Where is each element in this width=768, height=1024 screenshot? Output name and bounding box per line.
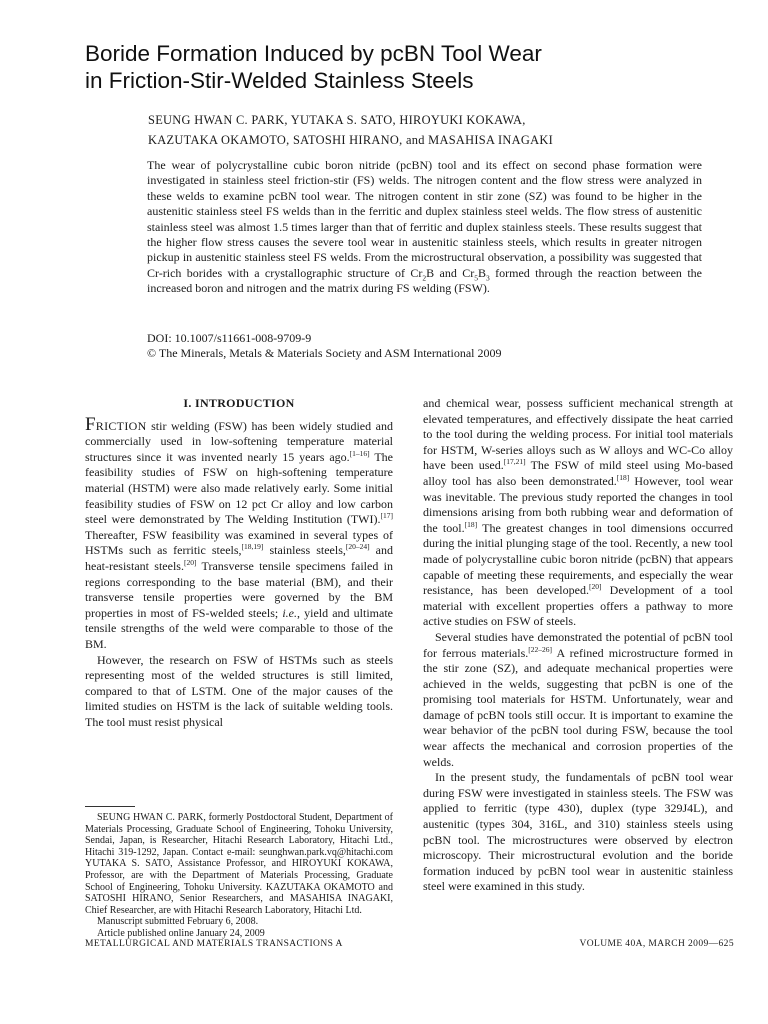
footnote-submitted: Manuscript submitted February 6, 2008.: [97, 916, 259, 928]
doi-link[interactable]: DOI: 10.1007/s11661-008-9709-9: [147, 331, 312, 345]
paragraph-text: Thereafter, FSW feasibility was examined in several types of HSTMs such as ferritic steels,: [85, 527, 393, 558]
drop-cap: F: [85, 413, 96, 435]
intro-paragraph-4: [423, 630, 733, 770]
right-column: [423, 396, 733, 895]
citation-ref[interactable]: [1–16]: [349, 448, 370, 458]
left-column: [85, 396, 393, 730]
citation-ref[interactable]: [20]: [183, 557, 197, 567]
paragraph-text: The FSW of mild steel using Mo-based alloy tool has also been demonstrated.: [423, 458, 733, 488]
copyright-notice: © The Minerals, Metals & Materials Society and ASM International 2009: [147, 346, 502, 360]
intro-paragraph-2: However, the research on FSW of HSTMs such as steels representing most of the welded structures is still limited, compared to that of LSTM. One of the major causes of the limited studies on HSTM is the lack of suitable welding tools. The tool must resist physical: [85, 652, 393, 729]
citation-ref[interactable]: [18,19]: [241, 542, 264, 552]
footnote-published: Article published online January 24, 2009: [97, 927, 265, 939]
title-line-1: Boride Formation Induced by pcBN Tool Wear: [85, 41, 542, 66]
citation-ref[interactable]: [17,21]: [503, 457, 526, 467]
paragraph-text: stainless steels,: [263, 543, 346, 558]
citation-ref[interactable]: [22–26]: [528, 644, 552, 654]
footnote-affiliations: SEUNG HWAN C. PARK, formerly Postdoctoral Student, Department of Materials Processing, Graduate School of Engineering, Tohoku University, Sendai, Japan, is Researcher, Hitachi Research Laboratory, Hitachi Ltd., Hitachi 319-1292, Japan. Contact e-mail: seunghwan.park.vq@hitachi.com YUTAKA S. SATO, Assistance Professor, and HIROYUKI KOKAWA, Professor, are with the Department of Materials Processing, Graduate School of Engineering, Tohoku University. KAZUTAKA OKAMOTO and SATOSHI HIRANO, Senior Researchers, and MASAHISA INAGAKI, Chief Researcher, are with Hitachi Research Laboratory, Hitachi Ltd.: [85, 812, 393, 916]
abstract-subscript-3: 3: [486, 273, 490, 283]
authors-line-2: KAZUTAKA OKAMOTO, SATOSHI HIRANO, and MASAHISA INAGAKI: [148, 133, 554, 147]
drop-cap-continuation: RICTION: [95, 418, 147, 433]
abstract-text-2: B and Cr: [426, 265, 475, 280]
paragraph-text: The feasibility studies of FSW on high-softening temperature material (HSTM) were also made relatively early. Some initial feasibility studies of FSW on 12 pct Cr alloy and low carbon steel were demonstrated by The Welding Institution (TWI).: [85, 449, 393, 527]
paragraph-text: stir welding (FSW) has been widely studied and commercially used in low-softening temperature material structures since it was invented nearly 15 years ago.: [85, 418, 393, 464]
section-heading-introduction: I. INTRODUCTION: [183, 396, 295, 410]
paragraph-text: A refined microstructure formed in the stir zone (SZ), and adequate mechanical properties were achieved in the welds, suggesting that pcBN is one of the promising tool materials for HSTM. Unfortunately, wear and damage of pcBN tools still occur. It is important to examine the wear behavior of the pcBN tool during FSW, because the tool wear affects the mechanical and corrosion properties of the welds.: [423, 645, 733, 769]
intro-paragraph-1: [85, 413, 394, 653]
citation-ref[interactable]: [18]: [464, 519, 478, 529]
citation-ref[interactable]: [20]: [588, 582, 602, 592]
italic-abbreviation: i.e.: [282, 605, 297, 620]
author-affiliation-footnote: [85, 812, 393, 940]
journal-name-footer: METALLURGICAL AND MATERIALS TRANSACTIONS A: [85, 939, 343, 949]
citation-ref[interactable]: [20–24]: [345, 542, 370, 552]
abstract-text-1: The wear of polycrystalline cubic boron nitride (pcBN) tool and its effect on second phase formation were investigated in stainless steel friction-stir (FS) welds. The nitrogen content and the flow stress were analyzed in these welds to examine pcBN tool wear. The nitrogen content in stir zone (SZ) was found to be higher in the austenitic stainless steel FS welds than in the ferritic and duplex stainless steel welds. The flow stress of austenitic stainless steel was almost 1.5 times larger than that of ferritic and duplex stainless steels. These results suggest that the higher flow stress causes the severe tool wear in austenitic stainless steels, which results in greater nitrogen pickup in austenitic stainless steel FS welds. From the microstructural observation, a possibility was suggested that Cr-rich borides with a crystallographic structure of Cr: [147, 158, 702, 280]
paragraph-text: , yield and ultimate tensile strengths of the weld were comparable to those of the BM.: [85, 605, 393, 651]
paragraph-text: Development of a tool material with excellent properties offers a pathway to more active studies on FSW of steels.: [423, 583, 733, 629]
paragraph-text: However, tool wear was inevitable. The previous study reported the changes in tool dimensions arising from both rubbing wear and deformation of the tool.: [423, 473, 734, 535]
footnote-divider: [85, 806, 135, 807]
citation-ref[interactable]: [17]: [380, 511, 393, 521]
intro-paragraph-3: [423, 396, 733, 630]
title-line-2: in Friction-Stir-Welded Stainless Steels: [85, 68, 474, 93]
paragraph-text: The greatest changes in tool dimensions occurred during the initial plunging stage of the tool. Recently, a new tool made of polycrystalline cubic boron nitride (pcBN) that appears capable of meeting these requirements, and especially the wear resistance, has been developed.: [423, 520, 733, 598]
abstract: [147, 158, 702, 297]
abstract-subscript-2: 5: [474, 273, 478, 283]
paragraph-text: Several studies have demonstrated the potential of pcBN tool for ferrous materials.: [423, 629, 733, 660]
paragraph-text: Transverse tensile specimens failed in regions corresponding to the base material (BM), and their transverse tensile properties were governed by the BM properties in most of FS-welded steels;: [85, 558, 393, 620]
volume-page-footer: VOLUME 40A, MARCH 2009—625: [579, 939, 734, 949]
authors-line-1: SEUNG HWAN C. PARK, YUTAKA S. SATO, HIROYUKI KOKAWA,: [148, 113, 526, 127]
abstract-text-3: B: [477, 265, 486, 280]
abstract-text-4: formed through the reaction between the increased boron and nitrogen and the matrix during FS welding (FSW).: [147, 265, 702, 296]
article-title: [85, 40, 725, 94]
abstract-subscript-1: 2: [422, 273, 427, 283]
paragraph-text: and heat-resistant steels.: [85, 543, 394, 573]
paragraph-text: and chemical wear, possess sufficient mechanical strength at elevated temperatures, and effectively dissipate the heat carried to the tool during the welding process. For initial tool materials for HSTM, W-series alloys such as W alloys and WC-Co alloy have been used.: [423, 396, 733, 473]
intro-paragraph-5: In the present study, the fundamentals of pcBN tool wear during FSW were investigated in stainless steels. The FSW was applied to ferritic (type 430), duplex (type 329J4L), and austenitic (types 304, 316L, and 310) stainless steels using pcBN tool. The microstructures were observed by electron microscopy. Their microstructural evolution and the boride formation induced by pcBN tool wear in austenitic stainless steel were examined in this study.: [423, 770, 733, 894]
author-list: [148, 110, 748, 150]
citation-ref[interactable]: [18]: [616, 472, 630, 482]
